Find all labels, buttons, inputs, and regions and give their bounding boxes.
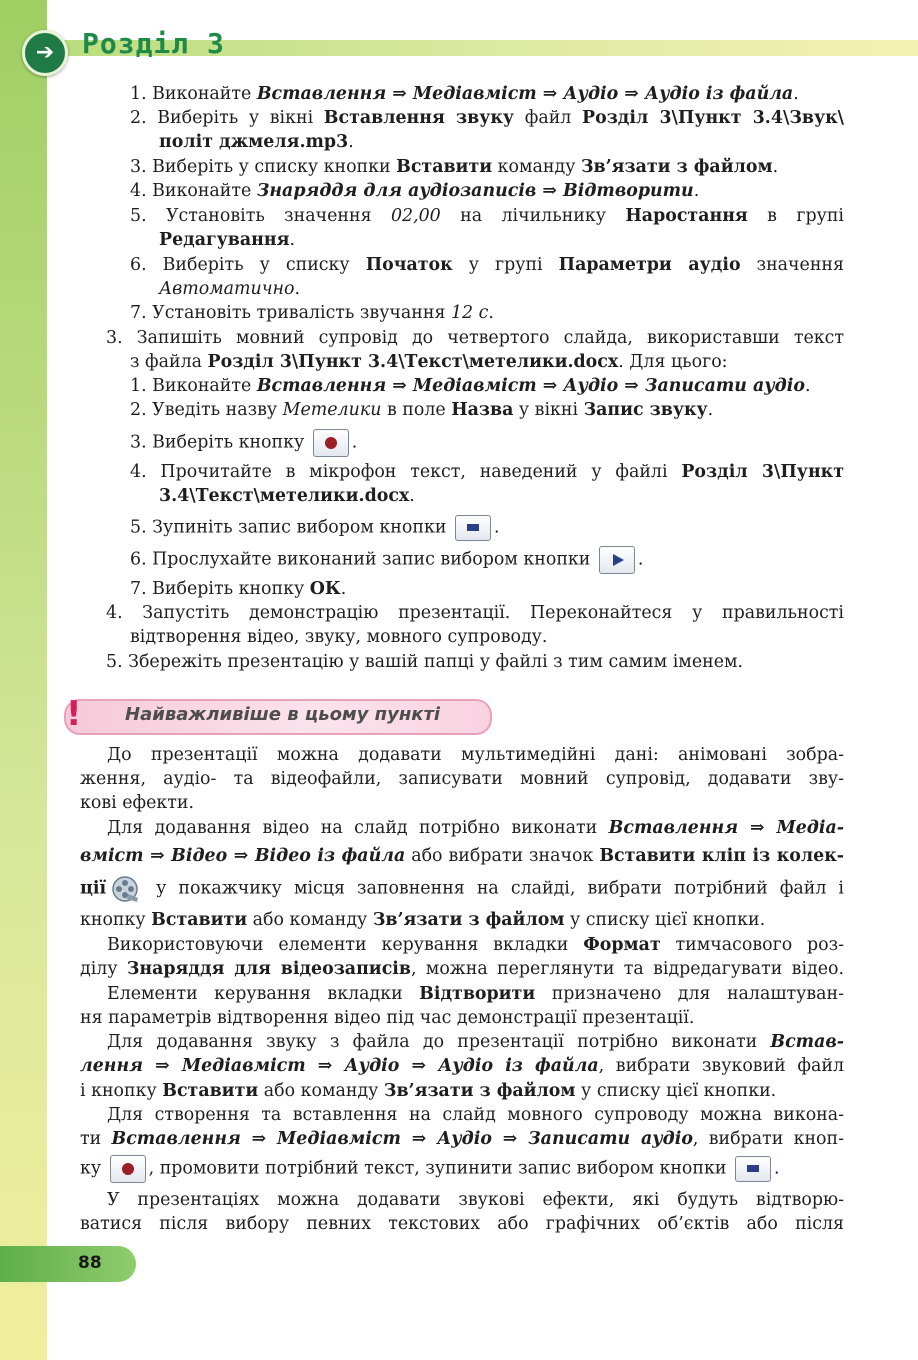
step-number: 3. [130,157,147,177]
step-number: 1. [130,84,147,104]
field-name: Назва [451,400,514,420]
step-number: 7. [130,303,147,323]
item-number: 3. [106,328,123,348]
value: Метелики [282,400,382,420]
step-b-1 [130,374,811,398]
item-4 [106,601,844,625]
step-text: Установіть тривалість звучання [152,303,451,323]
item-text: Збережіть презентацію у вашій папці у файлі з тим самим іменем. [128,652,744,672]
record-button-icon [313,429,349,457]
item-3-cont [130,350,728,374]
step-b-2 [130,398,713,422]
group-name: Редагування [159,230,290,250]
step-a-5-cont [159,228,295,252]
step-number: 6. [130,255,147,275]
step-text: . [772,157,779,177]
step-text: Прослухайте виконаний запис вибором кнопки [152,549,596,570]
summary-text: або команду [247,910,373,930]
button-name: ОК [309,579,341,599]
step-number: 1. [130,376,147,396]
step-text: Виберіть кнопку [152,432,310,453]
menu-path: Вставлення ⇒ Медіавміст ⇒ Аудіо ⇒ Записати аудіо [256,376,805,396]
page-number-tab [0,1246,136,1282]
list-name: Початок [365,255,453,275]
menu-path: Вставлення ⇒ Медіавміст ⇒ Аудіо ⇒ Аудіо із файла [256,84,794,104]
item-4-cont: відтворення відео, звуку, мовного супроводу. [130,627,548,647]
summary-text: і кнопку [80,1081,163,1101]
step-text: . [804,376,811,396]
step-text: . [793,84,799,104]
summary-p2-l2 [80,844,844,868]
step-a-7 [130,301,494,325]
summary-text: Для додавання звуку з файла до презентації потрібно виконати [107,1032,771,1052]
dialog-name: Запис звуку [583,400,708,420]
command-name: Зв’язати з файлом [580,157,773,177]
step-b-4 [130,460,844,484]
step-number: 4. [130,181,147,201]
step-number: 2. [130,400,147,420]
item-number: 4. [106,603,123,623]
step-text: . [637,549,644,570]
summary-p6-l3 [80,1155,780,1183]
step-a-4 [130,179,699,203]
summary-p6-l2 [80,1127,844,1151]
summary-text: . [773,1158,780,1179]
summary-p1-l3: кові ефекти. [80,793,195,813]
file-path: Розділ 3\Пункт 3.4\Звук\ [582,108,844,128]
section-name: Знаряддя для відеозаписів [126,959,411,979]
value: 12 с [450,303,489,323]
icon-name: ції [80,878,107,899]
step-text: Виконайте [152,181,257,201]
summary-p4-l2: ня параметрів відтворення відео під час демонстрації презентації. [80,1008,695,1028]
page-sidebar-stripe [0,0,47,1360]
summary-p7-l1: У презентаціях можна додавати звукові ефекти, які будуть відтворю- [107,1190,844,1210]
menu-path: вміст ⇒ Відео ⇒ Відео із файла [80,846,406,866]
counter-name: Наростання [625,206,748,226]
summary-text: , вибрати звуковий файл [598,1056,844,1076]
summary-p5-l2 [80,1054,844,1078]
item-3 [106,326,844,350]
command-name: Зв’язати з файлом [372,910,565,930]
summary-p2-l3 [80,874,844,904]
item-text: Запустіть демонстрацію презентації. Переконайтеся у правильності [142,603,844,623]
section-title: Розділ 3 [82,27,225,60]
summary-p1-l1: До презентації можна додавати мультимедійні дані: анімовані зобра- [107,745,844,765]
menu-path: Вставлення ⇒ Медіавміст ⇒ Аудіо ⇒ Записати аудіо [111,1129,693,1149]
summary-p2-l1 [107,816,844,840]
step-number: 6. [130,549,147,570]
step-text: Виберіть у вікні [157,108,324,128]
step-b-7 [130,577,346,601]
step-text: . [340,579,347,599]
summary-text: Використовуючи елементи керування вкладки [107,935,584,955]
menu-path: лення ⇒ Медіавміст ⇒ Аудіо ⇒ Аудіо із файла [80,1056,599,1076]
button-name: Вставити [162,1081,259,1101]
step-text: Виберіть кнопку [152,579,310,599]
step-text: у вікні [513,400,584,420]
summary-p5-l3 [80,1079,776,1103]
step-a-6 [130,253,844,277]
step-b-6 [130,546,643,574]
step-number: 3. [130,432,147,453]
step-text: Виберіть у списку кнопки [152,157,397,177]
menu-path: Знаряддя для аудіозаписів ⇒ Відтворити [256,181,694,201]
group-name: Параметри аудіо [558,255,741,275]
item-text: з файла [130,352,208,372]
media-clip-icon [110,874,140,904]
step-text: в групі [747,206,844,226]
step-text: у групі [452,255,559,275]
tab-name: Відтворити [419,984,536,1004]
step-text: на лічильнику [440,206,626,226]
record-button-icon [110,1155,146,1183]
summary-p2-l4 [80,908,765,932]
summary-p5-l1 [107,1030,844,1054]
file-path: Розділ 3\Пункт 3.4\Текст\метелики.docx [207,352,619,372]
step-text: . [289,230,295,250]
value: Автоматично [159,279,295,299]
file-path: Розділ 3\Пункт [681,462,845,482]
summary-text: тимчасового роз- [660,935,844,955]
step-a-3 [130,155,778,179]
arrow-right-icon: ➔ [35,40,55,65]
exclamation-icon: ! [66,694,82,734]
summary-p3-l2 [80,957,844,981]
dialog-name: Вставлення звуку [323,108,515,128]
step-text: Уведіть назву [152,400,283,420]
button-name: Вставити [396,157,493,177]
step-number: 2. [130,108,147,128]
step-number: 7. [130,579,147,599]
value: 02,00 [390,206,441,226]
step-a-2-cont [159,130,354,154]
step-text: . [707,400,714,420]
step-a-1 [130,82,799,106]
file-path: політ джмеля.mp3 [159,132,349,152]
summary-p7-l2: ватися після вибору певних текстових або графічних об’єктів або після [80,1214,844,1234]
summary-text: , можна переглянути та відредагувати відео. [410,959,845,979]
item-5 [106,650,743,674]
step-a-6-cont [159,277,300,301]
summary-text: ділу [80,959,127,979]
tab-name: Формат [583,935,661,955]
key-points-title: Найважливіше в цьому пункті [125,704,441,725]
step-text: Виконайте [152,376,257,396]
summary-text: кнопку [80,910,152,930]
step-text: значення [740,255,844,275]
stop-button-icon [735,1156,771,1182]
page-number: 88 [78,1253,102,1273]
step-text: в поле [381,400,452,420]
menu-path: Встав- [770,1032,844,1052]
step-text: Виберіть у списку [162,255,366,275]
button-name: Вставити [151,910,248,930]
item-text: Запишіть мовний супровід до четвертого слайда, використавши текст [136,328,844,348]
summary-text: Елементи керування вкладки [107,984,420,1004]
item-number: 5. [106,652,123,672]
summary-text: ку [80,1158,107,1179]
step-b-3 [130,429,357,457]
summary-text: або команду [258,1081,384,1101]
summary-text: , промовити потрібний текст, зупинити запис вибором кнопки [148,1158,732,1179]
icon-name: Вставити кліп із колек- [599,846,845,866]
summary-p4-l1 [107,982,844,1006]
summary-text: призначено для налаштуван- [535,984,844,1004]
step-text: . [351,432,358,453]
summary-text: , вибрати кноп- [692,1129,844,1149]
step-text: . [409,486,415,506]
summary-text: у списку цієї кнопки. [564,910,766,930]
file-path: 3.4\Текст\метелики.docx [159,486,410,506]
play-button-icon [599,546,635,574]
step-b-5 [130,515,499,541]
step-text: Виконайте [152,84,257,104]
summary-text: Для додавання відео на слайд потрібно виконати [107,818,609,838]
step-text: . [493,517,500,538]
summary-p6-l1: Для створення та вставлення на слайд мовного супроводу можна викона- [107,1105,844,1125]
step-number: 5. [130,517,147,538]
step-a-5 [130,204,844,228]
item-text: . Для цього: [618,352,728,372]
step-text: Прочитайте в мікрофон текст, наведений у файлі [160,462,682,482]
command-name: Зв’язати з файлом [383,1081,576,1101]
summary-p1-l2: ження, аудіо- та відеофайли, записувати мовний супровід, додавати зву- [80,769,844,789]
summary-text: ти [80,1129,112,1149]
menu-path: Вставлення ⇒ Медіа- [608,818,844,838]
summary-p3-l1 [107,933,844,957]
step-number: 5. [130,206,147,226]
step-text: . [488,303,494,323]
summary-text: у списку цієї кнопки. [575,1081,777,1101]
section-marker [22,30,68,76]
step-text: . [294,279,301,299]
step-text: Установіть значення [165,206,391,226]
step-number: 4. [130,462,147,482]
step-text: Зупиніть запис вибором кнопки [152,517,452,538]
summary-text: або вибрати значок [405,846,600,866]
step-text: файл [514,108,583,128]
summary-text: у покажчику місця заповнення на слайді, вибрати потрібний файл і [144,878,844,899]
step-a-2 [130,106,844,130]
step-text: . [693,181,700,201]
step-text: . [348,132,354,152]
step-b-4-cont [159,484,415,508]
stop-button-icon [455,515,491,541]
step-text: команду [492,157,581,177]
